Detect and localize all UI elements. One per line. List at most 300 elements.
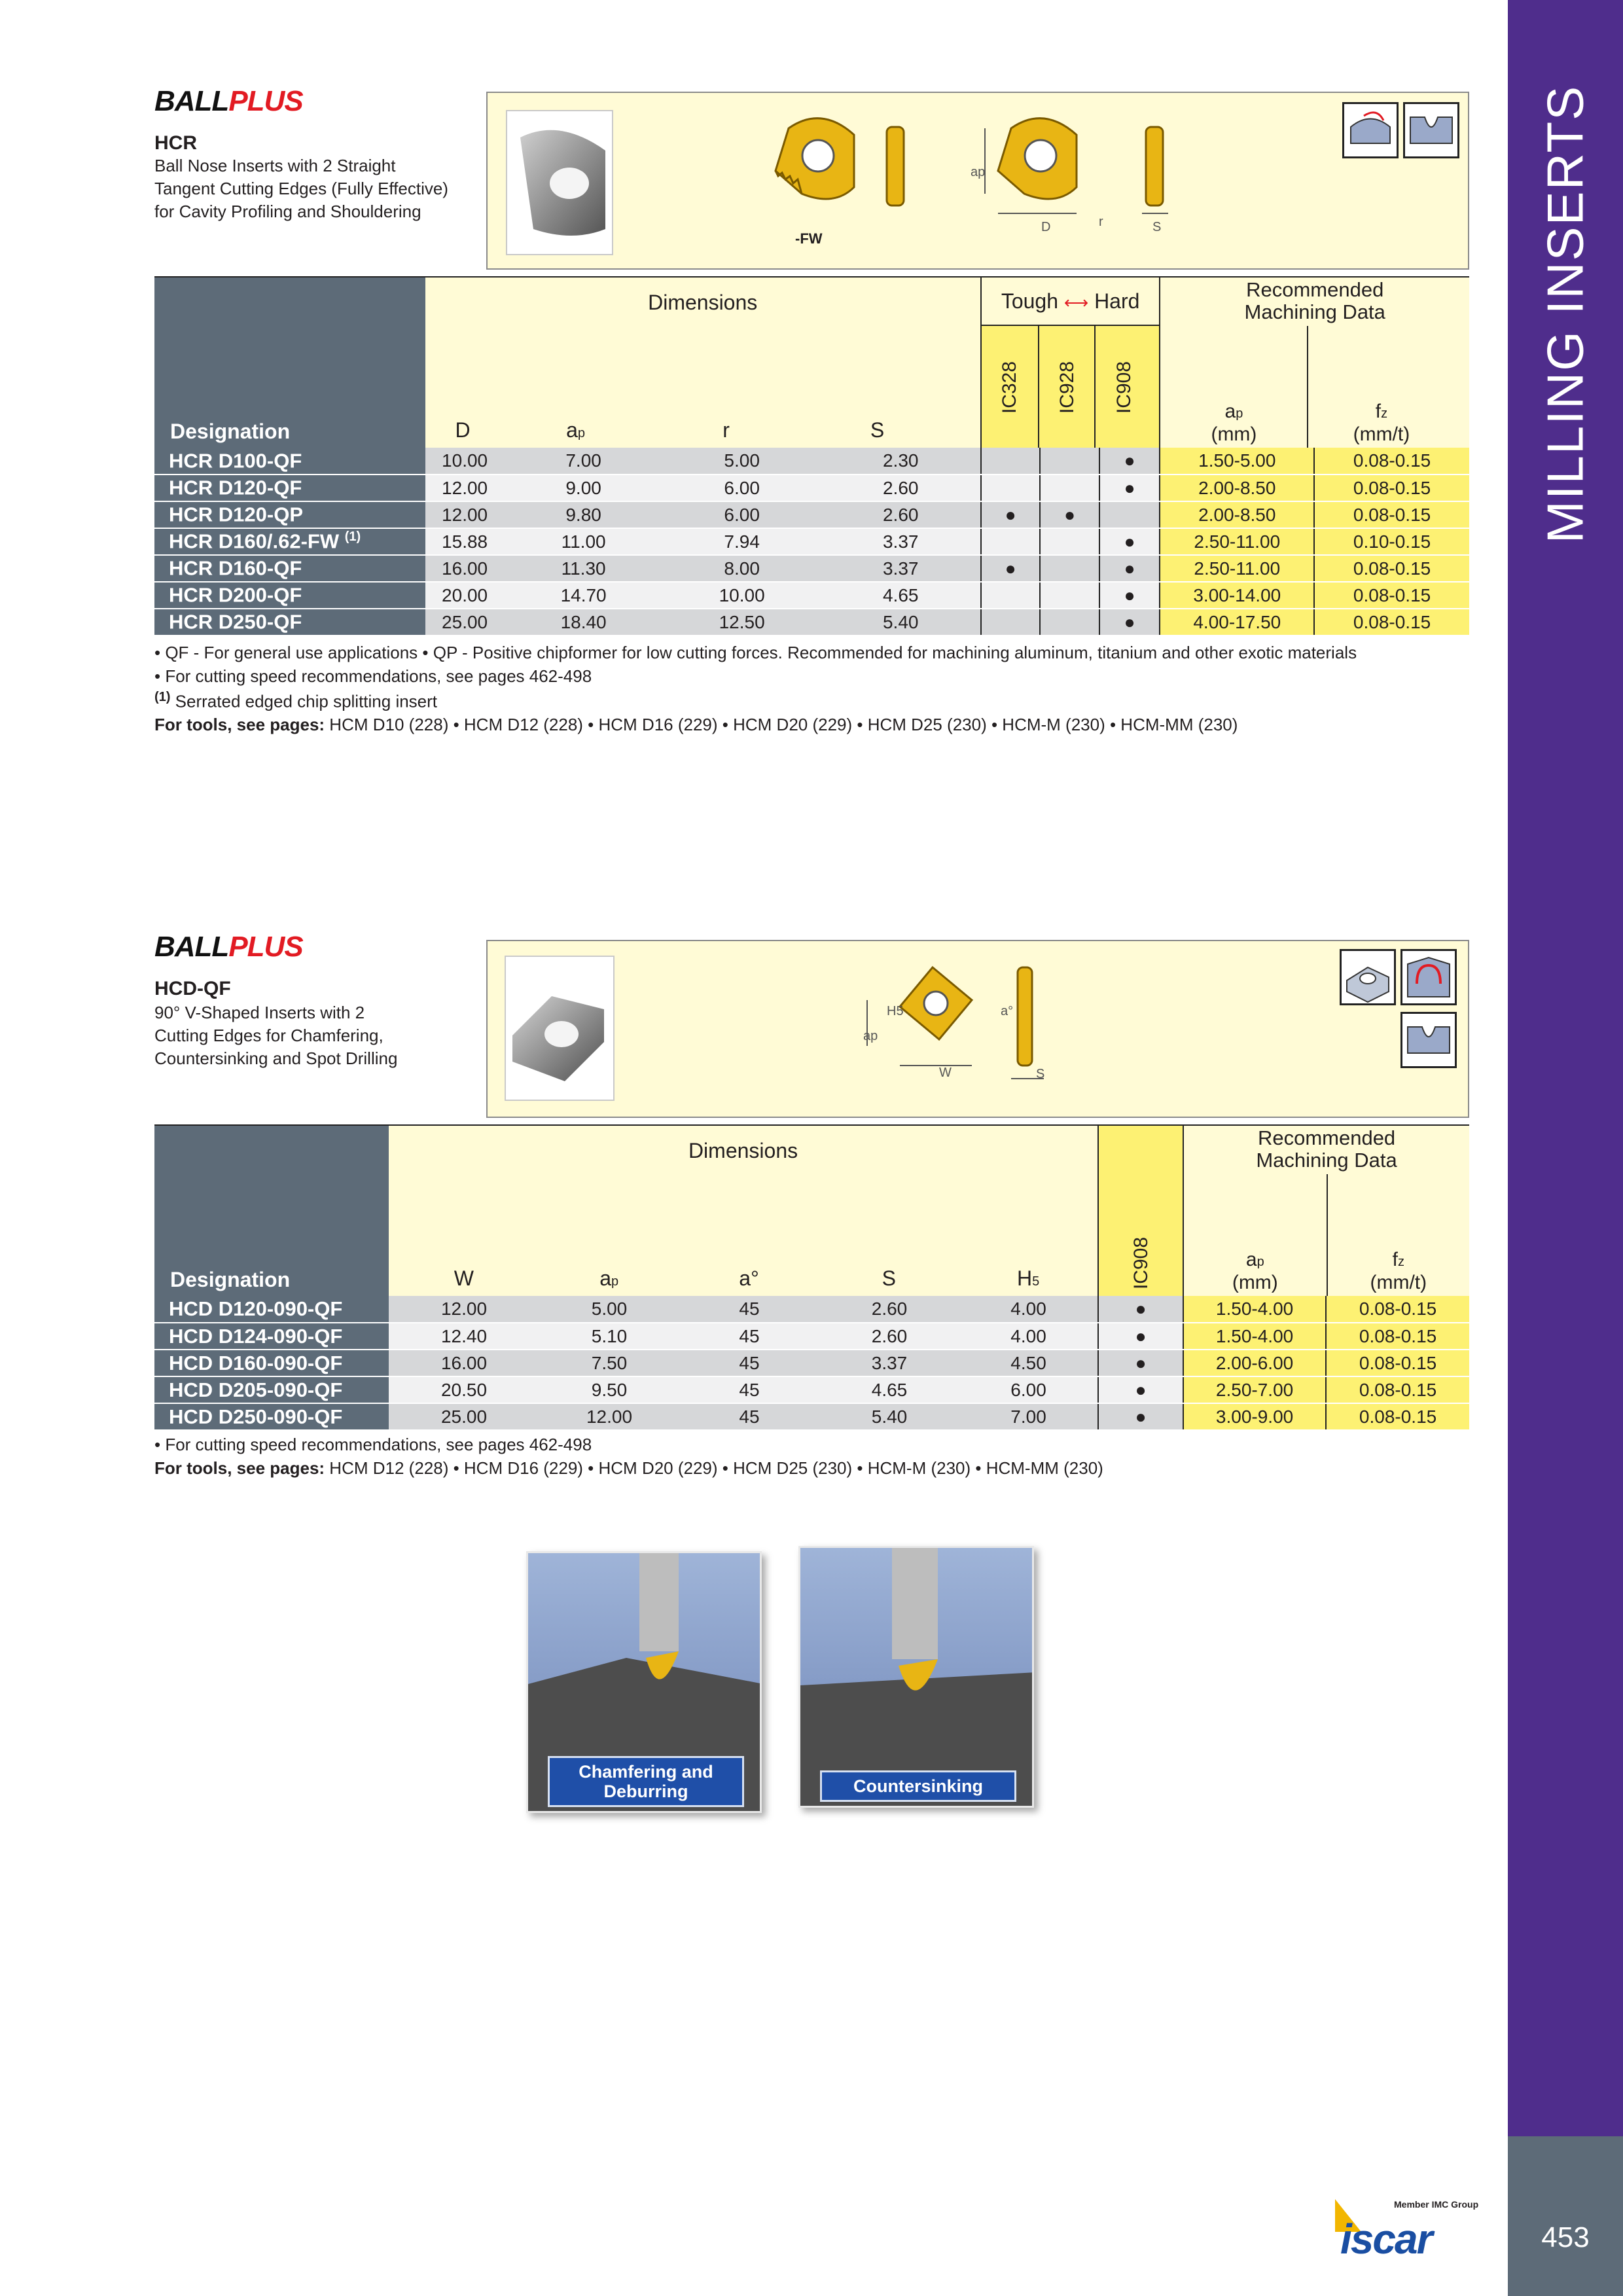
rec-fz-header <box>1307 326 1454 448</box>
cell-value: 3.37 <box>882 531 919 552</box>
cell-rec-fz <box>1314 501 1469 528</box>
cell-rec-fz <box>1326 1296 1469 1323</box>
cell-r <box>663 582 821 609</box>
insert-dimension-drawing <box>959 109 1234 253</box>
s-label-2: S <box>1036 1067 1045 1081</box>
cell-value: 0.08-0.15 <box>1353 558 1431 579</box>
cell-value: 20.50 <box>440 1379 488 1400</box>
cell-designation <box>154 448 425 475</box>
cell-ap <box>505 609 663 636</box>
cell-r <box>663 555 821 582</box>
countersinking-caption <box>820 1770 1016 1802</box>
cell-value: 9.80 <box>565 504 601 525</box>
note-chipformer: • QF - For general use applications • QP - Positive chipformer for low cutting forces. Recommended for machining aluminum, titanium and other exotic materials <box>154 643 1357 662</box>
cell-ap <box>539 1376 679 1403</box>
col-s-2: S <box>882 1266 896 1290</box>
cell-a <box>679 1296 819 1323</box>
cell-S <box>819 1403 959 1430</box>
cell-value: 6.00 <box>1010 1379 1046 1400</box>
tools-list-2: HCM D12 (228) • HCM D16 (229) • HCM D20 (229) • HCM D25 (230) • HCM-M (230) • HCM-MM (230) <box>325 1458 1103 1478</box>
fw-label: -FW <box>795 230 823 247</box>
rec-ap-header-2 <box>1184 1174 1327 1296</box>
table-row <box>154 1350 1469 1376</box>
r-label: r <box>1099 215 1103 229</box>
cell-designation <box>154 555 425 582</box>
recommended-title <box>1160 279 1469 323</box>
cell-designation <box>154 1296 389 1323</box>
iscar-logo <box>1335 2199 1479 2263</box>
cell-designation <box>154 582 425 609</box>
col-h5-sub: 5 <box>1032 1274 1040 1289</box>
cell-a <box>679 1403 819 1430</box>
countersinking-illustration <box>800 1548 1034 1808</box>
cell-value: 15.88 <box>442 531 488 552</box>
recommended2-line-2: Machining Data <box>1256 1149 1397 1172</box>
grade-header-ic908 <box>1098 1126 1183 1296</box>
cell-value: 5.40 <box>871 1406 908 1427</box>
cell-value: 12.40 <box>440 1325 488 1346</box>
cell-rec-fz <box>1326 1350 1469 1376</box>
application-icon-chamfering <box>1400 949 1457 1005</box>
cell-rec-fz <box>1326 1403 1469 1430</box>
cell-value: HCD D205-090-QF <box>169 1378 343 1401</box>
insert-figure-panel-2 <box>486 940 1469 1118</box>
brand-part-2: PLUS <box>228 85 303 117</box>
rec2-ap-sub: p <box>1257 1255 1264 1269</box>
cell-rec-fz <box>1314 582 1469 609</box>
cell-value: 0.08-0.15 <box>1353 450 1431 471</box>
cell-g2 <box>1040 448 1099 475</box>
insert-photo <box>506 110 613 255</box>
cell-value: 20.00 <box>442 584 488 605</box>
insert-photo-2 <box>505 956 615 1101</box>
cell-value: 2.50-11.00 <box>1194 531 1281 552</box>
cell-S <box>821 555 981 582</box>
cell-value: 0.08-0.15 <box>1359 1406 1437 1427</box>
cell-g3 <box>1099 448 1160 475</box>
col-h5-text: H <box>1017 1266 1033 1290</box>
cell-value: 12.00 <box>586 1406 633 1427</box>
countersinking-caption-line1: Countersinking <box>853 1776 983 1796</box>
cell-rec-ap <box>1160 528 1314 555</box>
cell-value: 11.00 <box>561 531 606 552</box>
cell-W <box>389 1323 539 1350</box>
cell-ap <box>539 1323 679 1350</box>
cell-value: 2.60 <box>871 1299 908 1319</box>
cell-S <box>819 1323 959 1350</box>
cell-S <box>821 609 981 636</box>
cell-value: 4.00 <box>1010 1299 1046 1319</box>
cell-value: HCR D250-QF <box>169 610 302 634</box>
cell-value: 2.60 <box>882 504 919 525</box>
chamfering-caption <box>548 1756 744 1807</box>
table-row <box>154 1376 1469 1403</box>
table-row <box>154 1323 1469 1350</box>
cell-value: 4.00-17.50 <box>1193 611 1281 632</box>
cell-value: 3.00-14.00 <box>1193 584 1281 605</box>
table-row <box>154 582 1469 609</box>
insert-photo-2-icon <box>506 957 613 1100</box>
cell-value: 45 <box>739 1325 760 1346</box>
cell-rec-ap <box>1160 475 1314 501</box>
cell-value: 3.37 <box>882 558 919 579</box>
ap-label-2: ap <box>863 1029 878 1043</box>
insert-figure-panel <box>486 92 1469 270</box>
col-d: D <box>455 418 471 442</box>
hcr-table <box>154 278 1469 636</box>
rec2-fz-unit: (mm/t) <box>1370 1272 1427 1293</box>
cell-value: 5.40 <box>882 611 919 632</box>
cell-g2 <box>1040 582 1099 609</box>
cell-S <box>821 475 981 501</box>
application-photo-chamfering <box>526 1551 762 1813</box>
cell-value: 12.50 <box>719 611 765 632</box>
cell-value: ● <box>1135 1379 1147 1400</box>
cell-value: 7.00 <box>565 450 601 471</box>
cell-rec-ap <box>1183 1323 1326 1350</box>
cell-value: 7.94 <box>724 531 760 552</box>
cell-r <box>663 448 821 475</box>
cell-r <box>663 609 821 636</box>
cell-S <box>819 1296 959 1323</box>
sidebar-title <box>1508 85 1623 543</box>
cell-S <box>821 582 981 609</box>
cell-S <box>821 501 981 528</box>
recommended-header-2 <box>1183 1126 1469 1296</box>
designation-header: Designation <box>154 278 425 448</box>
cell-value: 12.00 <box>442 477 488 498</box>
cell-value: ● <box>1135 1406 1147 1427</box>
cell-value: 45 <box>739 1352 760 1373</box>
rec2-ap-symbol: a <box>1245 1249 1257 1270</box>
cell-S <box>819 1376 959 1403</box>
page-number-box <box>1508 2136 1623 2296</box>
cell-H5 <box>959 1376 1098 1403</box>
cell-H5 <box>959 1350 1098 1376</box>
grade-ic908: IC908 <box>1113 361 1135 414</box>
cell-value: 25.00 <box>440 1406 488 1427</box>
tough-label: Tough <box>1001 289 1058 313</box>
cell-designation <box>154 1376 389 1403</box>
recommended-title-2 <box>1184 1127 1469 1172</box>
cell-value: 16.00 <box>440 1352 488 1373</box>
cell-W <box>389 1376 539 1403</box>
cell-g3 <box>1099 582 1160 609</box>
cell-value: 9.50 <box>591 1379 628 1400</box>
cell-g1 <box>1098 1376 1183 1403</box>
dimensions-header-2 <box>389 1126 1098 1296</box>
section-code: HCR <box>154 132 197 154</box>
cell-g1 <box>981 501 1041 528</box>
cell-value: 12.00 <box>442 504 488 525</box>
col-s: S <box>870 418 885 442</box>
note-tools <box>154 715 1238 735</box>
col-ap-sub: p <box>577 426 586 440</box>
cell-S <box>821 448 981 475</box>
note-cutting-speed: • For cutting speed recommendations, see pages 462-498 <box>154 666 592 686</box>
s-label: S <box>1152 220 1162 234</box>
cell-S <box>819 1350 959 1376</box>
cell-g1 <box>981 448 1041 475</box>
cell-value: 1.50-4.00 <box>1215 1325 1294 1346</box>
cell-value: ● <box>1124 558 1135 579</box>
cell-value: 6.00 <box>724 477 760 498</box>
grade-ic908-2: IC908 <box>1130 1236 1152 1290</box>
application-photo-countersinking <box>798 1546 1034 1808</box>
cell-D <box>425 582 505 609</box>
cell-g3 <box>1099 555 1160 582</box>
insert-photo-icon <box>507 111 612 254</box>
cell-value: ● <box>1124 450 1135 471</box>
hard-label: Hard <box>1094 289 1140 313</box>
cell-value: HCD D250-090-QF <box>169 1405 343 1428</box>
w-label: W <box>939 1066 952 1080</box>
cell-value: 12.00 <box>440 1299 488 1319</box>
cell-rec-fz <box>1314 475 1469 501</box>
cell-value: 0.08-0.15 <box>1359 1299 1437 1319</box>
d-label: D <box>1041 220 1051 234</box>
table-row <box>154 1403 1469 1430</box>
insert-fw-drawing <box>762 109 926 240</box>
note-serrated-mark: (1) <box>154 690 171 704</box>
cell-value: 14.70 <box>560 584 607 605</box>
cell-designation <box>154 1323 389 1350</box>
cell-g1 <box>1098 1350 1183 1376</box>
cell-value: HCD D160-090-QF <box>169 1351 343 1374</box>
col-ap-text: a <box>566 418 578 442</box>
cell-rec-fz <box>1326 1323 1469 1350</box>
cell-g1 <box>1098 1323 1183 1350</box>
col-w: W <box>454 1266 474 1290</box>
table-row <box>154 448 1469 475</box>
cell-value: HCR D120-QF <box>169 476 302 499</box>
cell-value: 6.00 <box>724 504 760 525</box>
cell-value: ● <box>1005 558 1016 579</box>
cell-W <box>389 1403 539 1430</box>
cell-value: 7.50 <box>591 1352 628 1373</box>
cell-D <box>425 528 505 555</box>
cell-a <box>679 1376 819 1403</box>
hcd-table-body <box>154 1296 1469 1430</box>
rec-fz-header-2 <box>1327 1174 1470 1296</box>
cell-rec-ap <box>1160 501 1314 528</box>
cell-value: ● <box>1135 1352 1147 1373</box>
cell-value: ● <box>1124 611 1135 632</box>
cell-rec-fz <box>1314 555 1469 582</box>
insert-dimension-drawing-2 <box>854 954 1116 1105</box>
section-description: Ball Nose Inserts with 2 Straight Tangent Cutting Edges (Fully Effective) for Cavity Profiling and Shouldering <box>154 156 448 221</box>
cell-g1 <box>981 528 1041 555</box>
cell-D <box>425 475 505 501</box>
cell-rec-fz <box>1314 448 1469 475</box>
cell-W <box>389 1350 539 1376</box>
col-r: r <box>722 418 730 442</box>
cell-r <box>663 528 821 555</box>
cell-ap <box>505 501 663 528</box>
cell-g3 <box>1099 528 1160 555</box>
cell-rec-ap <box>1160 448 1314 475</box>
cell-value: 2.60 <box>882 477 919 498</box>
cell-value: 18.40 <box>560 611 607 632</box>
cell-value: 2.50-11.00 <box>1194 558 1281 579</box>
cell-value: 0.08-0.15 <box>1359 1325 1437 1346</box>
grades-header <box>981 278 1160 448</box>
brand-part-1: BALL <box>154 85 229 117</box>
cell-rec-ap <box>1160 582 1314 609</box>
cell-g2 <box>1040 609 1099 636</box>
recommended2-line-1: Recommended <box>1257 1126 1396 1149</box>
section-description-2: 90° V-Shaped Inserts with 2 Cutting Edges for Chamfering, Countersinking and Spot Drilling <box>154 1003 398 1068</box>
cell-a <box>679 1350 819 1376</box>
cell-value: 4.65 <box>871 1379 908 1400</box>
note-tools-2 <box>154 1458 1103 1479</box>
cell-designation <box>154 475 425 501</box>
rec2-fz-symbol: f <box>1392 1249 1398 1270</box>
cell-value: ● <box>1135 1299 1147 1319</box>
cell-value: 0.08-0.15 <box>1353 477 1431 498</box>
cell-g1 <box>981 609 1041 636</box>
cell-value: 2.00-6.00 <box>1215 1352 1294 1373</box>
cell-value: HCD D124-090-QF <box>169 1324 343 1348</box>
cell-rec-ap <box>1160 609 1314 636</box>
application-icon-countersinking <box>1400 1012 1457 1068</box>
chamfering-caption-line1: Chamfering and <box>579 1762 713 1782</box>
cell-g2 <box>1040 501 1099 528</box>
rec-ap-symbol: a <box>1224 401 1236 422</box>
application-icon-profiling <box>1403 102 1459 158</box>
cell-value: ● <box>1124 477 1135 498</box>
cell-value: 2.00-8.50 <box>1198 477 1276 498</box>
cell-H5 <box>959 1403 1098 1430</box>
application-icon-ramping <box>1342 102 1399 158</box>
cell-value: 1.50-4.00 <box>1215 1299 1294 1319</box>
table-row <box>154 1296 1469 1323</box>
cell-value: 2.00-8.50 <box>1198 504 1276 525</box>
cell-value: 2.50-7.00 <box>1215 1379 1294 1400</box>
cell-rec-fz <box>1314 528 1469 555</box>
cell-value: 3.37 <box>871 1352 908 1373</box>
dimensions-header <box>425 278 981 448</box>
cell-value: ● <box>1064 504 1075 525</box>
cell-value: 5.00 <box>591 1299 628 1319</box>
recommended-header <box>1160 278 1469 448</box>
rec-fz-sub: z <box>1381 406 1388 421</box>
cell-value: HCR D160-QF <box>169 556 302 580</box>
cell-g1 <box>981 555 1041 582</box>
cell-designation <box>154 501 425 528</box>
note-serrated <box>154 690 437 712</box>
table-row <box>154 475 1469 501</box>
hcd-table <box>154 1126 1469 1431</box>
grade-ic328: IC328 <box>998 361 1020 414</box>
cell-r <box>663 475 821 501</box>
grade-ic928: IC928 <box>1056 361 1078 414</box>
cell-g3 <box>1099 501 1160 528</box>
cell-value: HCR D100-QF <box>169 449 302 473</box>
sidebar-title-text: MILLING INSERTS <box>1536 84 1594 544</box>
cell-a <box>679 1323 819 1350</box>
table-row <box>154 501 1469 528</box>
cell-g3 <box>1099 609 1160 636</box>
angle-label: a° <box>1001 1004 1014 1018</box>
tools-label-2: For tools, see pages: <box>154 1458 325 1478</box>
cell-value: 4.50 <box>1010 1352 1046 1373</box>
cell-value: ● <box>1135 1325 1147 1346</box>
cell-g1 <box>981 582 1041 609</box>
brand-logo-2 <box>154 931 303 963</box>
cell-value: 0.10-0.15 <box>1353 531 1431 552</box>
cell-value: 25.00 <box>442 611 488 632</box>
cell-rec-fz <box>1314 609 1469 636</box>
chamfering-caption-line2: Deburring <box>603 1782 688 1801</box>
section-code-2: HCD-QF <box>154 978 231 999</box>
cell-value: 4.00 <box>1010 1325 1046 1346</box>
col-ap-2-text: a <box>599 1266 612 1290</box>
cell-g1 <box>1098 1403 1183 1430</box>
rec-ap-unit: (mm) <box>1211 423 1257 445</box>
col-ap <box>501 418 651 442</box>
cell-value: 8.00 <box>724 558 760 579</box>
cell-g1 <box>1098 1296 1183 1323</box>
cell-g2 <box>1040 475 1099 501</box>
col-ap-2 <box>539 1266 679 1291</box>
cell-rec-fz <box>1326 1376 1469 1403</box>
cell-value: 0.08-0.15 <box>1353 611 1431 632</box>
cell-H5 <box>959 1296 1098 1323</box>
cell-H5 <box>959 1323 1098 1350</box>
cell-D <box>425 501 505 528</box>
brand2-part-2: PLUS <box>228 931 303 963</box>
cell-D <box>425 448 505 475</box>
cell-value: 5.10 <box>591 1325 628 1346</box>
cell-ap <box>539 1296 679 1323</box>
cell-S <box>821 528 981 555</box>
designation-footnote-mark: (1) <box>344 529 361 545</box>
hcr-table-body <box>154 448 1469 636</box>
cell-value: HCR D160/.62-FW <box>169 529 345 553</box>
cell-ap <box>505 475 663 501</box>
cell-value: ● <box>1005 504 1016 525</box>
h5-label: H5 <box>887 1004 904 1018</box>
table-row <box>154 609 1469 636</box>
cell-value: 45 <box>739 1299 760 1319</box>
rec2-ap-unit: (mm) <box>1232 1272 1278 1293</box>
cell-value: 2.30 <box>882 450 919 471</box>
cell-value: 10.00 <box>442 450 488 471</box>
cell-ap <box>539 1403 679 1430</box>
rec-fz-symbol: f <box>1375 401 1382 422</box>
cell-g2 <box>1040 555 1099 582</box>
cell-value: 3.00-9.00 <box>1215 1406 1294 1427</box>
tools-label: For tools, see pages: <box>154 715 325 734</box>
cell-designation <box>154 1350 389 1376</box>
cell-value: 0.08-0.15 <box>1359 1352 1437 1373</box>
cell-ap <box>505 555 663 582</box>
cell-value: HCD D120-090-QF <box>169 1297 343 1320</box>
table-row <box>154 528 1469 555</box>
dimensions-title-2: Dimensions <box>688 1139 798 1162</box>
brand-logo <box>154 85 303 118</box>
brand2-part-1: BALL <box>154 931 229 963</box>
cell-value: 11.30 <box>561 558 606 579</box>
note-serrated-text: Serrated edged chip splitting insert <box>170 691 438 711</box>
cell-value: 10.00 <box>719 584 765 605</box>
col-angle: a° <box>739 1266 759 1290</box>
cell-value: 0.08-0.15 <box>1359 1379 1437 1400</box>
cell-D <box>425 609 505 636</box>
tools-list: HCM D10 (228) • HCM D12 (228) • HCM D16 (229) • HCM D20 (229) • HCM D25 (230) • HCM-M (230) • HCM-MM (230) <box>325 715 1238 734</box>
rec-ap-header <box>1160 326 1307 448</box>
